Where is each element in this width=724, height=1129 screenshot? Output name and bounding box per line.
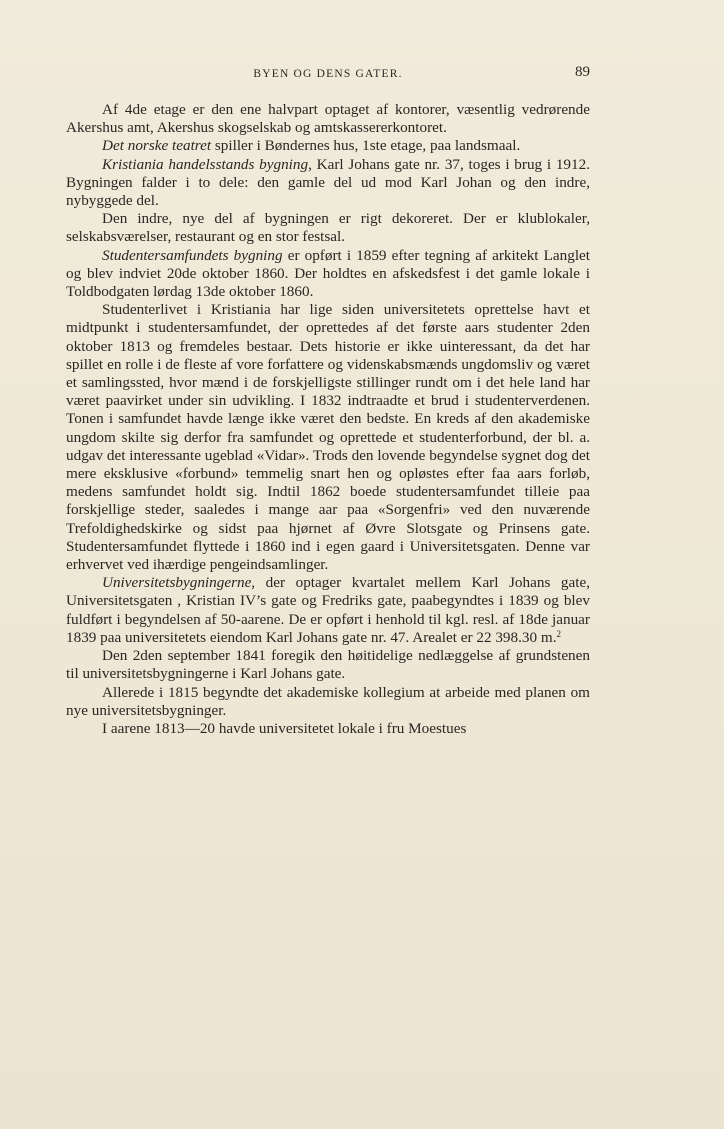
italic-title: Universitetsbygningerne,	[102, 574, 256, 592]
paragraph: Universitetsbygningerne, der optager kvartalet mellem Karl Johans gate, Universitetsgaten , Kristian IV’s gate og Fredriks gate, paabegyndtes i 1839 og blev fuldført i begyndelsen af 50-aarene. De er opført i henhold til kgl. resl. af 18de januar 1839 paa universitetets eiendom Karl Johans gate nr. 47. Arealet er 22 398.30 m.$^2$	[66, 574, 590, 646]
paragraph: Kristiania handelsstands bygning, Karl Johans gate nr. 37, toges i brug i 1912. Bygningen falder i to dele: den gamle del ud mod Karl Johan og den indre, nybyggede del.	[66, 155, 590, 210]
paragraph: Studenterlivet i Kristiania har lige siden universitetets oprettelse havt et midtpunkt i studentersamfundet, der oprettedes af det første aars studenter 2den oktober 1813 og fremdeles bestaar. Dets historie er ikke uinteressant, da det har spillet en rolle i de fleste af vore forfattere og videnskabsmænds ungdomsliv og været et samlingssted, hvor mænd i de forskjelligste stillinger rundt om i det hele land har været paavirket under sin udvikling. I 1832 indtraadte et brud i studenterverdenen. Tonen i samfundet havde længe ikke været den bedste. En kreds af den akademiske ungdom skilte sig derfor fra samfundet og oprettede et studenterforbund, der bl. a. udgav det interessante ugeblad «Vidar». Trods den lovende begyndelse sygnet dog det mere eksklusive «forbund» temmelig snart hen og opløstes efter faa aars forløb, medens samfundet holdt sig. Indtil 1862 boede studentersamfundet tilleie paa forskjellige steder, saaledes i mange aar paa «Sorgenfri» ved den nuværende Trefoldighedskirke og sidst paa hjørnet af Øvre Slotsgate og Prinsens gate. Studentersamfundet flyttede i 1860 ind i egen gaard i Universitetsgaten. Denne var erhvervet ved ihærdige pengeindsamlinger.	[66, 301, 590, 574]
paragraph: I aarene 1813—20 havde universitetet lokale i fru Moestues	[102, 719, 467, 737]
running-head: BYEN OG DENS GATER.	[253, 68, 403, 80]
paragraph: Af 4de etage er den ene halvpart optaget af kontorer, væsentlig vedrørende Akershus amt, Akershus skogselskab og amtskassererkontoret.	[66, 101, 590, 137]
footnote-marker: 2	[556, 628, 562, 639]
page-header	[66, 64, 590, 86]
paragraph: Den indre, nye del af bygningen er rigt dekoreret. Der er klublokaler, selskabsværelser, restaurant og en stor festsal.	[66, 210, 590, 246]
paragraph: Den 2den september 1841 foregik den høitidelige nedlæggelse af grundstenen til universitetsbygningerne i Karl Johans gate.	[66, 647, 590, 683]
paragraph: Allerede i 1815 begyndte det akademiske kollegium at arbeide med planen om nye universitetsbygninger.	[66, 683, 590, 719]
italic-title: Kristiania handelsstands bygning,	[102, 155, 312, 173]
body-text	[66, 101, 590, 738]
italic-title: Studentersamfundets bygning	[102, 246, 283, 264]
paragraph: Studentersamfundets bygning er opført i 1859 efter tegning af arkitekt Langlet og blev indviet 20de oktober 1860. Der holdtes en afskedsfest i det gamle lokale i Toldbodgaten lørdag 13de oktober 1860.	[66, 246, 591, 301]
italic-title: Det norske teatret	[102, 137, 212, 155]
page-number: 89	[575, 64, 590, 80]
paragraph: Det norske teatret spiller i Bøndernes hus, 1ste etage, paa landsmaal.	[102, 137, 521, 155]
